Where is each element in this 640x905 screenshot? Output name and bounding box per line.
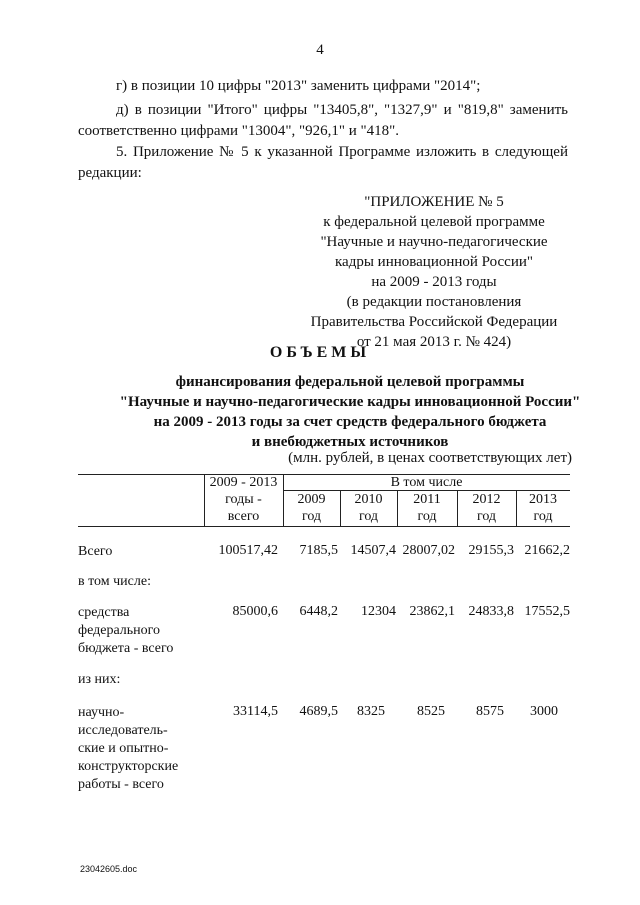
table-cell: 7185,5 xyxy=(299,543,338,558)
header-year: 2013 xyxy=(529,492,557,507)
units-note: (млн. рублей, в ценах соответствующих лет) xyxy=(288,450,572,466)
row-label-line: работы - всего xyxy=(78,777,164,792)
subtitle-line: на 2009 - 2013 годы за счет средств федерального бюджета xyxy=(153,414,547,430)
header-unit: год xyxy=(476,509,497,524)
annex-line: к федеральной целевой программе xyxy=(323,214,545,230)
annex-line: на 2009 - 2013 годы xyxy=(371,274,497,290)
table-cell: 28007,02 xyxy=(402,543,455,558)
header-year: 2010 xyxy=(354,492,383,507)
paragraph-5-line1: 5. Приложение № 5 к указанной Программе изложить в следующей xyxy=(116,144,568,160)
row-label-of-which: из них: xyxy=(78,672,121,687)
table-cell: 100517,42 xyxy=(218,543,278,558)
paragraph-d-line1: д) в позиции "Итого" цифры "13405,8", "1327,9" и "819,8" заменить xyxy=(116,102,568,118)
row-label-rnd xyxy=(78,704,178,794)
header-unit: год xyxy=(533,509,553,524)
annex-line: "ПРИЛОЖЕНИЕ № 5 xyxy=(364,194,504,210)
header-year: 2012 xyxy=(472,492,501,507)
header-unit: год xyxy=(417,509,437,524)
table-cell: 17552,5 xyxy=(524,604,570,619)
year-header xyxy=(283,491,340,525)
paragraph-d-line2: соответственно цифрами "13004", "926,1" и "418". xyxy=(78,123,400,139)
row-label-including: в том числе: xyxy=(78,574,151,589)
row-label-line: конструкторские xyxy=(78,759,179,774)
year-header xyxy=(457,491,516,525)
year-header xyxy=(340,491,397,525)
row-label-line: средства xyxy=(78,605,130,620)
row-label-federal-budget xyxy=(78,604,173,658)
header-text: всего xyxy=(227,509,260,524)
table-cell: 85000,6 xyxy=(232,604,278,619)
subtitle-line: "Научные и научно-педагогические кадры инновационной России" xyxy=(119,394,581,410)
header-bottom-rule xyxy=(78,526,570,527)
paragraph-g: г) в позиции 10 цифры "2013" заменить цифрами "2014"; xyxy=(116,78,481,94)
header-year: 2011 xyxy=(413,492,441,507)
table-cell: 12304 xyxy=(361,604,396,619)
subtitle-line: и внебюджетных источников xyxy=(251,434,449,450)
file-reference: 23042605.doc xyxy=(80,864,138,874)
year-header xyxy=(516,491,570,525)
header-unit: год xyxy=(358,509,379,524)
table-cell: 8575 xyxy=(476,704,504,719)
table-cell: 6448,2 xyxy=(299,604,338,619)
header-text: 2009 - 2013 xyxy=(209,475,278,490)
row-label-line: бюджета - всего xyxy=(78,641,174,656)
document-title: ОБЪЕМЫ xyxy=(269,344,371,361)
header-unit: год xyxy=(301,509,322,524)
annex-line: "Научные и научно-педагогические xyxy=(320,234,548,250)
subtitle-line: финансирования федеральной целевой программы xyxy=(175,374,525,390)
table-cell: 24833,8 xyxy=(468,604,514,619)
header-year: 2009 xyxy=(297,492,326,507)
row-label-line: ские и опытно- xyxy=(78,741,169,756)
table-cell: 23862,1 xyxy=(409,604,455,619)
row-label-total: Всего xyxy=(78,544,113,559)
paragraph-5-line2: редакции: xyxy=(78,165,142,181)
annex-line: (в редакции постановления xyxy=(346,294,522,310)
row-label-line: научно- xyxy=(78,705,125,720)
header-text: годы - xyxy=(225,492,262,507)
table-cell: 21662,2 xyxy=(524,543,570,558)
page-number: 4 xyxy=(316,42,324,58)
including-header: В том числе xyxy=(390,475,463,490)
annex-line: кадры инновационной России" xyxy=(334,254,534,270)
row-label-line: исследователь- xyxy=(78,723,168,738)
table-cell: 8325 xyxy=(357,704,385,719)
year-header xyxy=(397,491,457,525)
table-cell: 14507,4 xyxy=(350,543,396,558)
document-subtitle xyxy=(60,372,640,452)
row-label-line: федерального xyxy=(78,623,161,638)
table-cell: 8525 xyxy=(417,704,445,719)
annex-line: Правительства Российской Федерации xyxy=(310,314,558,330)
table-cell: 3000 xyxy=(530,704,558,719)
total-column-header xyxy=(204,474,283,525)
table-cell: 33114,5 xyxy=(233,704,278,719)
table-cell: 4689,5 xyxy=(299,704,338,719)
annex-block xyxy=(296,192,572,352)
table-cell: 29155,3 xyxy=(468,543,514,558)
annex-line: от 21 мая 2013 г. № 424) xyxy=(356,334,512,350)
